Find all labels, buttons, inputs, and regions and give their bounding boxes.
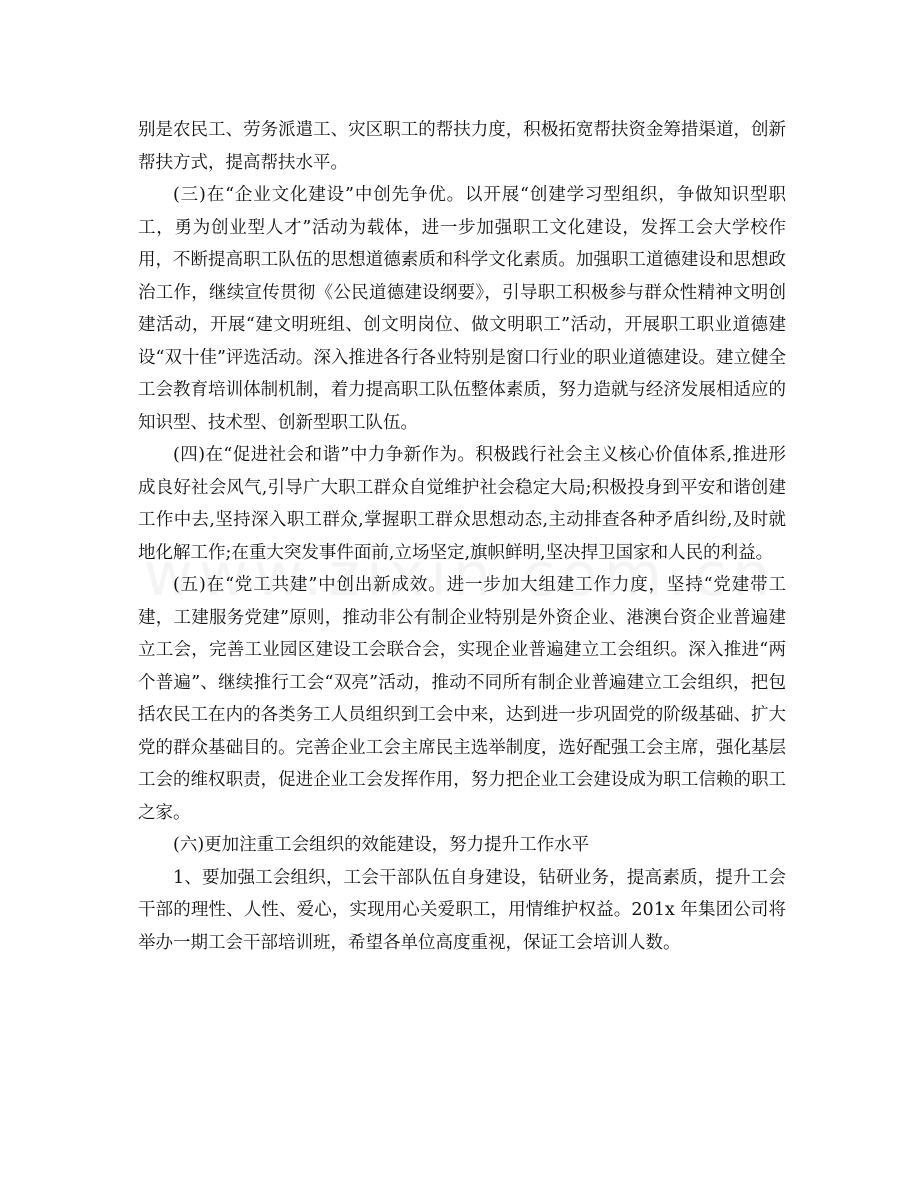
- paragraph-2: (三)在“企业文化建设”中创先争优。以开展“创建学习型组织，争做知识型职工，勇为创业型人才”活动为载体，进一步加强职工文化建设，发挥工会大学校作用，不断提高职工队伍的思想道德素质和科学文化素质。加强职工道德建设和思想政治工作，继续宣传贯彻《公民道德建设纲要》，引导职工积极参与群众性精神文明创建活动，开展“建文明班组、创文明岗位、做文明职工”活动，开展职工职业道德建设“双十佳”评选活动。深入推进各行各业特别是窗口行业的职业道德建设。建立健全工会教育培训体制机制，着力提高职工队伍整体素质，努力造就与经济发展相适应的知识型、技术型、创新型职工队伍。: [138, 185, 786, 433]
- document-body: [138, 114, 786, 959]
- paragraph-5: (六)更加注重工会组织的效能建设，努力提升工作水平: [173, 835, 590, 855]
- paragraph-6: 1、要加强工会组织，工会干部队伍自身建设，钻研业务，提高素质，提升工会干部的理性、人性、爱心，实现用心关爱职工，用情维护权益。201x 年集团公司将举办一期工会干部培训班，希望各单位高度重视，保证工会培训人数。: [138, 867, 786, 953]
- paragraph-3: (四)在“促进社会和谐”中力争新作为。积极践行社会主义核心价值体系,推进形成良好社会风气,引导广大职工群众自觉维护社会稳定大局;积极投身到平安和谐创建工作中去,坚持深入职工群众,掌握职工群众思想动态,主动排查各种矛盾纠纷,及时就地化解工作;在重大突发事件面前,立场坚定,旗帜鲜明,坚决捍卫国家和人民的利益。: [138, 445, 786, 563]
- paragraph-1: 别是农民工、劳务派遣工、灾区职工的帮扶力度，积极拓宽帮扶资金筹措渠道，创新帮扶方式，提高帮扶水平。: [138, 120, 786, 173]
- paragraph-4: (五)在“党工共建”中创出新成效。进一步加大组建工作力度，坚持“党建带工建，工建服务党建”原则，推动非公有制企业特别是外资企业、港澳台资企业普遍建立工会，完善工业园区建设工会联合会，实现企业普遍建立工会组织。深入推进“两个普遍”、继续推行工会“双亮”活动，推动不同所有制企业普遍建立工会组织，把包括农民工在内的各类务工人员组织到工会中来，达到进一步巩固党的阶级基础、扩大党的群众基础目的。完善企业工会主席民主选举制度，选好配强工会主席，强化基层工会的维权职责，促进企业工会发挥作用，努力把企业工会建设成为职工信赖的职工之家。: [138, 575, 786, 823]
